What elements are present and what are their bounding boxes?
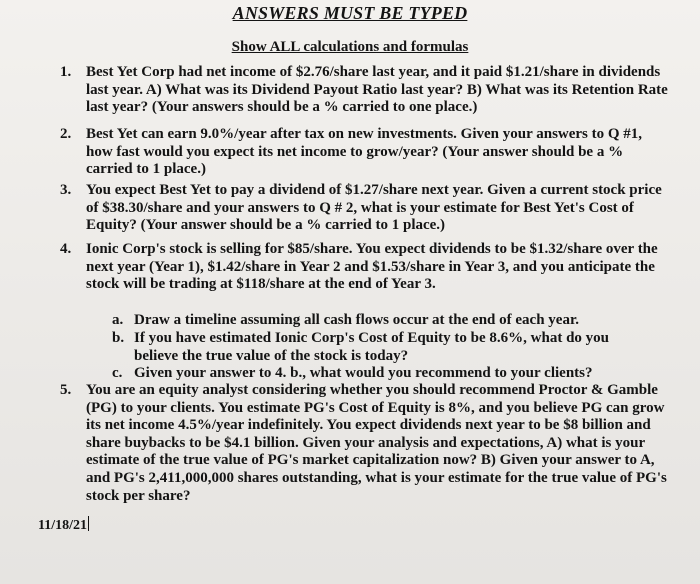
- question-text: You are an equity analyst considering whether you should recommend Proctor & Gamble (PG) to your clients. You estimate PG's Cost of Equity is 8%, and you believe PG can grow its net income 4.5%/year indefinitely. You expect dividends next year to be $8 billion and share buybacks to be $4.1 billion. Given your analysis and expectations, A) what is your estimate of the true value of PG's market capitalization now? B) Given your answer to A, and PG's 2,411,000,000 shares outstanding, what is your estimate for the true value of PG's stock per share?: [86, 382, 667, 504]
- subquestion-b: [112, 330, 632, 365]
- question-text: Ionic Corp's stock is selling for $85/share. You expect dividends to be $1.32/share over the next year (Year 1), $1.42/share in Year 2 and $1.53/share in Year 3, and you anticipate the stock will be trading at $118/share at the end of Year 3.: [86, 241, 658, 293]
- question-number: 5.: [60, 382, 72, 398]
- text-cursor: [88, 516, 89, 531]
- subquestion-text: Draw a timeline assuming all cash flows occur at the end of each year.: [134, 312, 579, 328]
- subquestion-letter: b.: [112, 330, 125, 346]
- question-number: 4.: [60, 241, 72, 257]
- question-number: 3.: [60, 182, 72, 198]
- date-stamp: [38, 516, 89, 534]
- question-number: 1.: [60, 64, 72, 80]
- question-text: Best Yet Corp had net income of $2.76/share last year, and it paid $1.21/share in dividends last year. A) What was its Dividend Payout Ratio last year? B) What was its Retention Rate last year? (Your answers should be a % carried to one place.): [86, 64, 668, 116]
- question-5: [60, 382, 670, 505]
- question-text: Best Yet can earn 9.0%/year after tax on new investments. Given your answers to Q #1, how fast would you expect its net income to grow/year? (Your answer should be a % carried to 1 place.): [86, 126, 643, 178]
- subquestion-letter: a.: [112, 312, 124, 328]
- question-4: [60, 241, 670, 294]
- question-3: [60, 182, 670, 235]
- question-text: You expect Best Yet to pay a dividend of $1.27/share next year. Given a current stock price of $38.30/share and your answers to Q # 2, what is your estimate for Best Yet's Cost of Equity? (Your answer should be a % carried to 1 place.): [86, 182, 662, 234]
- subquestion-c: [112, 365, 632, 383]
- question-number: 2.: [60, 126, 72, 142]
- question-2: [60, 126, 670, 179]
- subquestion-a: [112, 312, 632, 330]
- subquestion-text: If you have estimated Ionic Corp's Cost of Equity to be 8.6%, what do you believe the true value of the stock is today?: [134, 330, 610, 364]
- subquestion-letter: c.: [112, 365, 123, 381]
- question-1: [60, 64, 670, 117]
- page-title: ANSWERS MUST BE TYPED: [232, 3, 468, 23]
- page-subtitle: Show ALL calculations and formulas: [231, 39, 469, 55]
- subquestion-text: Given your answer to 4. b., what would you recommend to your clients?: [134, 365, 593, 381]
- date-text: 11/18/21: [38, 518, 88, 533]
